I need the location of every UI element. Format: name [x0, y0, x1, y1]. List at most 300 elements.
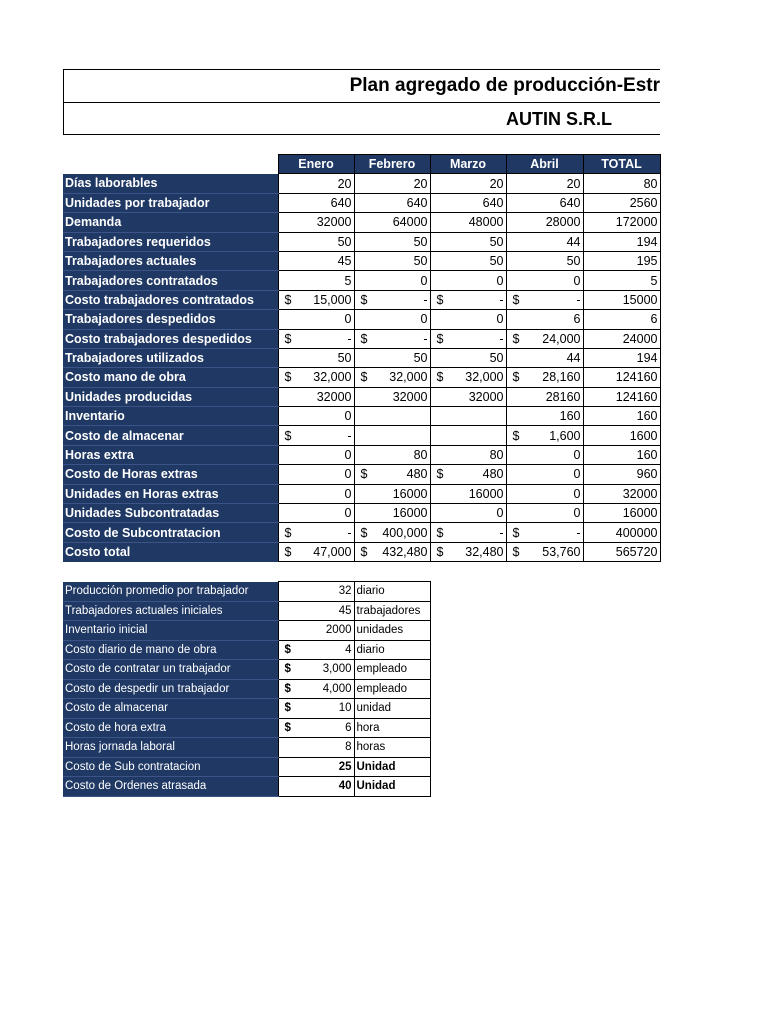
cell-value: 32,000 — [389, 370, 428, 385]
parameter-unit[interactable]: diario — [354, 582, 430, 602]
table-cell[interactable] — [278, 290, 354, 309]
table-cell[interactable] — [354, 251, 430, 270]
header-corner — [63, 155, 278, 174]
row-label: Horas extra — [63, 445, 278, 464]
table-row — [63, 426, 660, 445]
currency-symbol: $ — [360, 370, 368, 385]
table-cell[interactable] — [430, 174, 506, 193]
currency-symbol: $ — [436, 545, 444, 559]
table-cell[interactable] — [430, 465, 506, 484]
table-cell[interactable] — [506, 465, 583, 484]
table-row — [63, 290, 660, 309]
cell-value: 20 — [413, 176, 428, 191]
table-cell[interactable] — [506, 251, 583, 270]
table-cell[interactable] — [430, 426, 506, 445]
currency-symbol: $ — [436, 331, 444, 346]
parameter-unit[interactable]: Unidad — [354, 777, 430, 797]
parameter-value[interactable] — [278, 699, 354, 719]
parameter-unit[interactable]: Unidad — [354, 757, 430, 777]
cell-value: 20 — [489, 176, 504, 191]
row-label: Unidades producidas — [63, 387, 278, 406]
table-row — [63, 465, 660, 484]
parameter-unit[interactable]: horas — [354, 738, 430, 758]
parameter-row — [63, 601, 430, 621]
parameter-unit[interactable]: unidades — [354, 621, 430, 641]
cell-value: - — [576, 525, 581, 540]
table-cell[interactable] — [354, 387, 430, 406]
parameter-row — [63, 738, 430, 758]
currency-symbol: $ — [284, 292, 292, 307]
currency-symbol: $ — [284, 682, 291, 695]
cell-value: 50 — [413, 254, 428, 269]
table-cell[interactable] — [278, 465, 354, 484]
cell-value: 432,480 — [382, 545, 428, 559]
value-text: 10 — [338, 702, 352, 715]
currency-symbol: $ — [512, 292, 520, 307]
table-row — [63, 523, 660, 542]
row-label: Costo trabajadores despedidos — [63, 329, 278, 348]
table-cell[interactable] — [430, 445, 506, 464]
table-cell[interactable] — [583, 504, 660, 523]
row-label: Costo de Horas extras — [63, 465, 278, 484]
table-cell[interactable] — [506, 542, 583, 561]
currency-symbol: $ — [284, 331, 292, 346]
table-cell[interactable] — [278, 193, 354, 212]
row-label: Costo de Subcontratacion — [63, 523, 278, 542]
cell-value: 32,000 — [465, 370, 504, 385]
table-cell[interactable] — [430, 310, 506, 329]
parameter-row — [63, 777, 430, 797]
currency-symbol: $ — [284, 702, 291, 715]
currency-symbol: $ — [360, 545, 368, 559]
table-cell[interactable] — [278, 368, 354, 387]
cell-value: 400,000 — [382, 525, 428, 540]
cell-value: 50 — [489, 351, 504, 366]
currency-symbol: $ — [284, 545, 292, 559]
table-cell[interactable] — [278, 387, 354, 406]
value-text: 4 — [345, 643, 352, 656]
table-row — [63, 387, 660, 406]
table-cell[interactable] — [354, 310, 430, 329]
parameter-value[interactable] — [278, 660, 354, 680]
parameter-unit[interactable]: diario — [354, 640, 430, 660]
cell-value: 16000 — [468, 486, 504, 501]
cell-value: 32000 — [468, 389, 504, 404]
currency-symbol: $ — [284, 525, 292, 540]
table-cell[interactable] — [354, 368, 430, 387]
table-row — [63, 213, 660, 232]
cell-value: 24000 — [622, 331, 658, 346]
currency-symbol: $ — [436, 370, 444, 385]
cell-value: 0 — [344, 467, 352, 482]
table-cell[interactable] — [278, 504, 354, 523]
table-cell[interactable] — [430, 290, 506, 309]
table-cell[interactable] — [430, 329, 506, 348]
table-cell[interactable] — [583, 213, 660, 232]
table-cell[interactable] — [278, 523, 354, 542]
value-text: 25 — [338, 760, 352, 773]
parameter-label: Costo diario de mano de obra — [63, 640, 278, 660]
table-cell[interactable] — [430, 193, 506, 212]
table-cell[interactable] — [430, 368, 506, 387]
table-cell[interactable] — [278, 251, 354, 270]
table-cell[interactable] — [354, 213, 430, 232]
parameter-unit[interactable]: unidad — [354, 699, 430, 719]
value-text: 4,000 — [322, 682, 352, 695]
cell-value: 0 — [420, 312, 428, 327]
cell-value: 565720 — [615, 545, 658, 559]
currency-symbol: $ — [284, 428, 292, 443]
cell-value: 0 — [573, 448, 581, 463]
currency-symbol: $ — [512, 525, 520, 540]
cell-value: 0 — [344, 506, 352, 521]
table-cell[interactable] — [506, 329, 583, 348]
currency-symbol: $ — [360, 525, 368, 540]
table-cell[interactable] — [278, 232, 354, 251]
table-cell[interactable] — [354, 426, 430, 445]
value-text: 45 — [338, 604, 352, 617]
table-cell[interactable] — [430, 387, 506, 406]
parameter-label: Costo de Sub contratacion — [63, 757, 278, 777]
row-label: Trabajadores actuales — [63, 251, 278, 270]
cell-value: 50 — [489, 254, 504, 269]
parameter-unit[interactable]: hora — [354, 718, 430, 738]
currency-symbol: $ — [284, 643, 291, 656]
parameter-row — [63, 582, 430, 602]
table-cell[interactable] — [278, 329, 354, 348]
cell-value: 0 — [496, 273, 504, 288]
column-header: Febrero — [354, 155, 430, 174]
cell-value: 124160 — [615, 370, 658, 385]
value-text: 8 — [345, 741, 352, 754]
cell-value: 1600 — [629, 428, 658, 443]
table-cell[interactable] — [430, 523, 506, 542]
table-cell[interactable] — [583, 387, 660, 406]
table-cell[interactable] — [430, 407, 506, 426]
cell-value: 194 — [636, 234, 658, 249]
parameter-unit[interactable]: empleado — [354, 679, 430, 699]
currency-symbol: $ — [512, 545, 520, 559]
table-cell[interactable] — [354, 484, 430, 503]
cell-value: 172000 — [615, 215, 658, 230]
table-row — [63, 484, 660, 503]
table-cell[interactable] — [430, 504, 506, 523]
parameter-label: Producción promedio por trabajador — [63, 582, 278, 602]
cell-value: - — [576, 292, 581, 307]
row-label: Unidades Subcontratadas — [63, 504, 278, 523]
table-cell[interactable] — [506, 484, 583, 503]
table-cell[interactable] — [583, 407, 660, 426]
table-cell[interactable] — [430, 542, 506, 561]
table-cell[interactable] — [430, 251, 506, 270]
parameter-value[interactable] — [278, 738, 354, 758]
company-name: AUTIN S.R.L — [506, 109, 612, 129]
column-header: TOTAL — [583, 155, 660, 174]
sheet-title: Plan agregado de producción-Estr — [64, 70, 660, 103]
table-cell[interactable] — [506, 310, 583, 329]
table-cell[interactable] — [583, 348, 660, 367]
currency-symbol: $ — [436, 292, 444, 307]
cell-value: 400000 — [615, 525, 658, 540]
cell-value: 28000 — [545, 215, 581, 230]
cell-value: 15,000 — [313, 292, 352, 307]
table-cell[interactable] — [506, 174, 583, 193]
table-cell[interactable] — [506, 193, 583, 212]
parameter-value[interactable] — [278, 621, 354, 641]
table-row — [63, 271, 660, 290]
table-cell[interactable] — [354, 271, 430, 290]
table-cell[interactable] — [278, 348, 354, 367]
table-cell[interactable] — [506, 271, 583, 290]
cell-value: - — [423, 331, 428, 346]
table-cell[interactable] — [278, 174, 354, 193]
table-cell[interactable] — [430, 232, 506, 251]
cell-value: 480 — [406, 467, 428, 482]
row-label: Trabajadores contratados — [63, 271, 278, 290]
column-header: Marzo — [430, 155, 506, 174]
table-cell[interactable] — [354, 329, 430, 348]
parameter-value[interactable] — [278, 582, 354, 602]
table-row — [63, 251, 660, 270]
table-cell[interactable] — [354, 523, 430, 542]
cell-value: 195 — [636, 254, 658, 269]
cell-value: 0 — [573, 273, 581, 288]
row-label: Costo total — [63, 542, 278, 561]
parameter-row — [63, 660, 430, 680]
table-cell[interactable] — [583, 193, 660, 212]
cell-value: - — [423, 292, 428, 307]
table-cell[interactable] — [506, 368, 583, 387]
parameter-row — [63, 699, 430, 719]
cell-value: 0 — [420, 273, 428, 288]
table-cell[interactable] — [506, 426, 583, 445]
table-cell[interactable] — [506, 523, 583, 542]
table-cell[interactable] — [583, 542, 660, 561]
cell-value: 32000 — [392, 389, 428, 404]
row-label: Costo trabajadores contratados — [63, 290, 278, 309]
cell-value: 80 — [489, 448, 504, 463]
row-label: Inventario — [63, 407, 278, 426]
cell-value: 80 — [413, 448, 428, 463]
currency-symbol: $ — [284, 370, 292, 385]
cell-value: - — [347, 428, 352, 443]
column-header: Abril — [506, 155, 583, 174]
table-cell[interactable] — [583, 290, 660, 309]
table-cell[interactable] — [583, 174, 660, 193]
parameter-label: Horas jornada laboral — [63, 738, 278, 758]
parameter-label: Costo de Ordenes atrasada — [63, 777, 278, 797]
parameter-unit[interactable]: trabajadores — [354, 601, 430, 621]
cell-value: 160 — [559, 409, 581, 424]
parameter-row — [63, 621, 430, 641]
table-cell[interactable] — [354, 504, 430, 523]
table-row — [63, 445, 660, 464]
table-cell[interactable] — [583, 445, 660, 464]
table-cell[interactable] — [506, 232, 583, 251]
parameters-table — [63, 581, 431, 797]
table-cell[interactable] — [506, 387, 583, 406]
currency-symbol: $ — [360, 331, 368, 346]
parameter-label: Costo de contratar un trabajador — [63, 660, 278, 680]
currency-symbol: $ — [360, 467, 368, 482]
parameter-value[interactable] — [278, 679, 354, 699]
parameter-label: Trabajadores actuales iniciales — [63, 601, 278, 621]
cell-value: 28160 — [545, 389, 581, 404]
cell-value: 44 — [566, 234, 581, 249]
table-cell[interactable] — [583, 484, 660, 503]
cell-value: 32000 — [622, 486, 658, 501]
table-cell[interactable] — [506, 348, 583, 367]
table-cell[interactable] — [278, 484, 354, 503]
cell-value: 160 — [636, 448, 658, 463]
table-cell[interactable] — [430, 484, 506, 503]
table-cell[interactable] — [278, 542, 354, 561]
cell-value: 32,000 — [313, 370, 352, 385]
title-box — [63, 69, 660, 135]
table-cell[interactable] — [354, 445, 430, 464]
column-header: Enero — [278, 155, 354, 174]
table-cell[interactable] — [430, 271, 506, 290]
value-text: 40 — [338, 780, 352, 793]
table-cell[interactable] — [354, 465, 430, 484]
parameter-value[interactable] — [278, 601, 354, 621]
cell-value: 1,600 — [549, 428, 581, 443]
table-cell[interactable] — [354, 542, 430, 561]
table-cell[interactable] — [278, 213, 354, 232]
cell-value: 0 — [344, 312, 352, 327]
cell-value: 53,760 — [542, 545, 581, 559]
currency-symbol: $ — [436, 525, 444, 540]
cell-value: 15000 — [622, 292, 658, 307]
parameter-unit[interactable]: empleado — [354, 660, 430, 680]
cell-value: 5 — [344, 273, 352, 288]
table-cell[interactable] — [506, 504, 583, 523]
row-label: Unidades por trabajador — [63, 193, 278, 212]
table-cell[interactable] — [354, 407, 430, 426]
cell-value: 0 — [344, 409, 352, 424]
cell-value: 0 — [573, 506, 581, 521]
cell-value: 0 — [344, 448, 352, 463]
parameter-row — [63, 640, 430, 660]
table-cell[interactable] — [583, 251, 660, 270]
table-cell[interactable] — [506, 290, 583, 309]
row-label: Trabajadores requeridos — [63, 232, 278, 251]
cell-value: - — [499, 525, 504, 540]
parameter-value[interactable] — [278, 777, 354, 797]
table-row — [63, 542, 660, 561]
cell-value: - — [347, 331, 352, 346]
cell-value: 124160 — [615, 389, 658, 404]
cell-value: 32000 — [316, 389, 352, 404]
table-row — [63, 310, 660, 329]
table-cell[interactable] — [583, 271, 660, 290]
currency-symbol: $ — [284, 721, 291, 734]
cell-value: 24,000 — [542, 331, 581, 346]
row-label: Días laborables — [63, 174, 278, 193]
table-cell[interactable] — [278, 271, 354, 290]
table-row — [63, 193, 660, 212]
table-row — [63, 368, 660, 387]
cell-value: 44 — [566, 351, 581, 366]
table-cell[interactable] — [583, 310, 660, 329]
value-text: 2000 — [325, 624, 352, 637]
currency-symbol: $ — [284, 663, 291, 676]
parameter-value[interactable] — [278, 640, 354, 660]
table-cell[interactable] — [583, 523, 660, 542]
cell-value: 20 — [566, 176, 581, 191]
table-cell[interactable] — [278, 426, 354, 445]
cell-value: 2560 — [629, 195, 658, 210]
parameter-label: Costo de hora extra — [63, 718, 278, 738]
cell-value: 0 — [573, 467, 581, 482]
table-cell[interactable] — [506, 407, 583, 426]
parameter-label: Costo de almacenar — [63, 699, 278, 719]
row-label: Trabajadores despedidos — [63, 310, 278, 329]
parameter-row — [63, 679, 430, 699]
table-row — [63, 232, 660, 251]
cell-value: 0 — [573, 486, 581, 501]
table-row — [63, 504, 660, 523]
parameter-value[interactable] — [278, 757, 354, 777]
parameter-label: Inventario inicial — [63, 621, 278, 641]
currency-symbol: $ — [512, 370, 520, 385]
cell-value: 6 — [573, 312, 581, 327]
table-cell[interactable] — [583, 426, 660, 445]
currency-symbol: $ — [512, 331, 520, 346]
parameter-row — [63, 718, 430, 738]
table-cell[interactable] — [354, 290, 430, 309]
table-cell[interactable] — [583, 329, 660, 348]
cell-value: 480 — [482, 467, 504, 482]
table-cell[interactable] — [583, 232, 660, 251]
cell-value: 0 — [496, 506, 504, 521]
table-cell[interactable] — [354, 348, 430, 367]
table-cell[interactable] — [506, 213, 583, 232]
table-cell[interactable] — [278, 310, 354, 329]
table-cell[interactable] — [354, 193, 430, 212]
cell-value: 5 — [650, 273, 658, 288]
cell-value: 960 — [636, 467, 658, 482]
cell-value: 50 — [489, 234, 504, 249]
table-cell[interactable] — [583, 465, 660, 484]
row-label: Unidades en Horas extras — [63, 484, 278, 503]
cell-value: 32000 — [316, 215, 352, 230]
table-cell[interactable] — [430, 213, 506, 232]
cell-value: 0 — [344, 486, 352, 501]
cell-value: 160 — [636, 409, 658, 424]
cell-value: 6 — [650, 312, 658, 327]
row-label: Costo de almacenar — [63, 426, 278, 445]
header-row — [63, 155, 660, 174]
table-cell[interactable] — [354, 232, 430, 251]
table-cell[interactable] — [430, 348, 506, 367]
cell-value: - — [499, 292, 504, 307]
parameter-value[interactable] — [278, 718, 354, 738]
cell-value: 640 — [406, 195, 428, 210]
table-cell[interactable] — [278, 407, 354, 426]
cell-value: 47,000 — [313, 545, 352, 559]
cell-value: 640 — [330, 195, 352, 210]
cell-value: - — [499, 331, 504, 346]
cell-value: 80 — [643, 176, 658, 191]
table-cell[interactable] — [583, 368, 660, 387]
cell-value: 32,480 — [465, 545, 504, 559]
value-text: 32 — [338, 585, 352, 598]
table-cell[interactable] — [354, 174, 430, 193]
table-cell[interactable] — [278, 445, 354, 464]
table-cell[interactable] — [506, 445, 583, 464]
cell-value: 50 — [566, 254, 581, 269]
